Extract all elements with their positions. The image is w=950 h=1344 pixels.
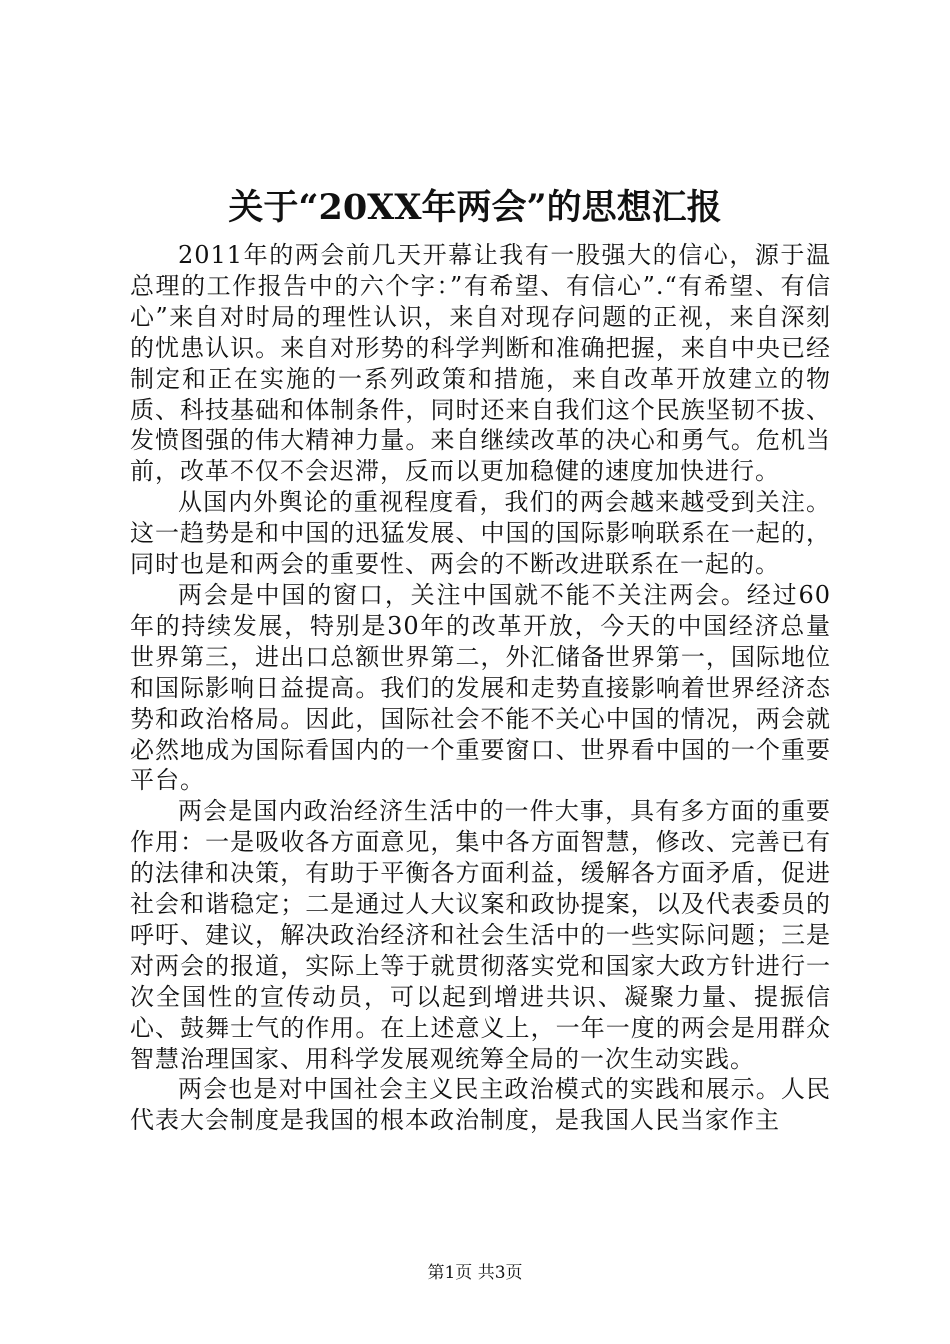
paragraph-5: 两会也是对中国社会主义民主政治模式的实践和展示。人民代表大会制度是我国的根本政治制度，是我国人民当家作主 (130, 1075, 831, 1135)
page-footer: 第1页 共3页 (427, 1263, 523, 1283)
document-body (130, 240, 831, 1136)
paragraph-1: 2011年的两会前几天开幕让我有一股强大的信心，源于温总理的工作报告中的六个字：”有希望、有信心”.“有希望、有信心”来自对时局的理性认识，来自对现存问题的正视，来自深刻的忧患认识。来自对形势的科学判断和准确把握，来自中央已经制定和正在实施的一系列政策和措施，来自改革开放建立的物质、科技基础和体制条件，同时还来自我们这个民族坚韧不拔、发愤图强的伟大精神力量。来自继续改革的决心和勇气。危机当前，改革不仅不会迟滞，反而以更加稳健的速度加快进行。 (130, 241, 831, 486)
document-title: 关于“20XX年两会”的思想汇报 (228, 187, 722, 228)
paragraph-3: 两会是中国的窗口，关注中国就不能不关注两会。经过60年的持续发展，特别是30年的改革开放，今天的中国经济总量世界第三，进出口总额世界第二，外汇储备世界第一，国际地位和国际影响日益提高。我们的发展和走势直接影响着世界经济态势和政治格局。因此，国际社会不能不关心中国的情况，两会就必然地成为国际看国内的一个重要窗口、世界看中国的一个重要平台。 (130, 580, 831, 795)
paragraph-2: 从国内外舆论的重视程度看，我们的两会越来越受到关注。这一趋势是和中国的迅猛发展、中国的国际影响联系在一起的，同时也是和两会的重要性、两会的不断改进联系在一起的。 (130, 488, 831, 579)
paragraph-4: 两会是国内政治经济生活中的一件大事，具有多方面的重要作用：一是吸收各方面意见，集中各方面智慧，修改、完善已有的法律和决策，有助于平衡各方面利益，缓解各方面矛盾，促进社会和谐稳定；二是通过人大议案和政协提案，以及代表委员的呼吁、建议，解决政治经济和社会生活中的一些实际问题；三是对两会的报道，实际上等于就贯彻落实党和国家大政方针进行一次全国性的宣传动员，可以起到增进共识、凝聚力量、提振信心、鼓舞士气的作用。在上述意义上，一年一度的两会是用群众智慧治理国家、用科学发展观统筹全局的一次生动实践。 (130, 797, 831, 1073)
